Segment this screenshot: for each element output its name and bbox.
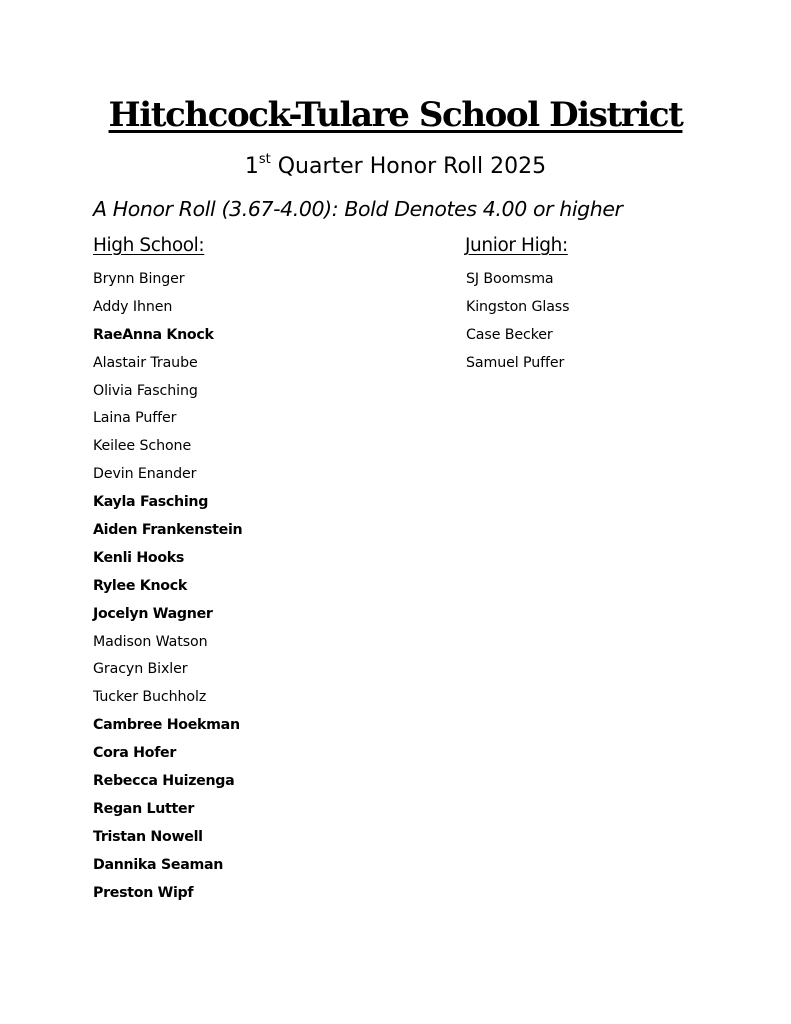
high-school-student-name: Rebecca Huizenga (93, 773, 235, 790)
junior-high-heading: Junior High: (465, 235, 568, 256)
high-school-student-name: Aiden Frankenstein (93, 522, 243, 539)
junior-high-student-name: Case Becker (466, 326, 553, 343)
high-school-student-name: Tristan Nowell (93, 828, 203, 845)
subtitle-number: 1 (244, 154, 259, 179)
high-school-student-name: Alastair Traube (93, 354, 198, 371)
high-school-student-name: Olivia Fasching (93, 382, 198, 399)
high-school-student-name: Regan Lutter (93, 800, 195, 817)
high-school-student-list (93, 266, 242, 907)
high-school-student-name: Kenli Hooks (93, 549, 185, 566)
honor-roll-subtitle (0, 152, 791, 182)
high-school-student-name: Kayla Fasching (93, 494, 209, 511)
high-school-student-name: Addy Ihnen (93, 298, 173, 315)
high-school-student-name: Brynn Binger (93, 271, 185, 287)
high-school-student-name: RaeAnna Knock (93, 326, 214, 343)
high-school-student-name: Dannika Seaman (93, 856, 224, 873)
junior-high-student-name: Samuel Puffer (466, 354, 565, 371)
high-school-student-name: Jocelyn Wagner (93, 605, 213, 622)
high-school-student-name: Gracyn Bixler (93, 661, 188, 678)
high-school-student-name: Keilee Schone (93, 438, 192, 455)
subtitle-ordinal-suffix: st (258, 151, 271, 167)
high-school-student-name: Rylee Knock (93, 577, 187, 594)
high-school-student-name: Cambree Hoekman (93, 717, 240, 734)
high-school-student-name: Madison Watson (93, 633, 208, 650)
district-title: Hitchcock-Tulare School District (108, 95, 683, 135)
high-school-student-name: Cora Hofer (93, 745, 177, 762)
high-school-student-name: Devin Enander (93, 466, 197, 483)
junior-high-student-name: Kingston Glass (466, 298, 570, 315)
junior-high-student-name: SJ Boomsma (466, 271, 554, 287)
high-school-student-name: Tucker Buchholz (93, 689, 207, 706)
a-honor-roll-heading: A Honor Roll (3.67-4.00): Bold Denotes 4.00 or higher (93, 197, 623, 221)
high-school-student-name: Preston Wipf (93, 884, 194, 901)
high-school-heading: High School: (93, 235, 205, 256)
high-school-student-name: Laina Puffer (93, 410, 177, 427)
junior-high-student-list (466, 266, 569, 378)
subtitle-text: Quarter Honor Roll 2025 (270, 154, 547, 179)
